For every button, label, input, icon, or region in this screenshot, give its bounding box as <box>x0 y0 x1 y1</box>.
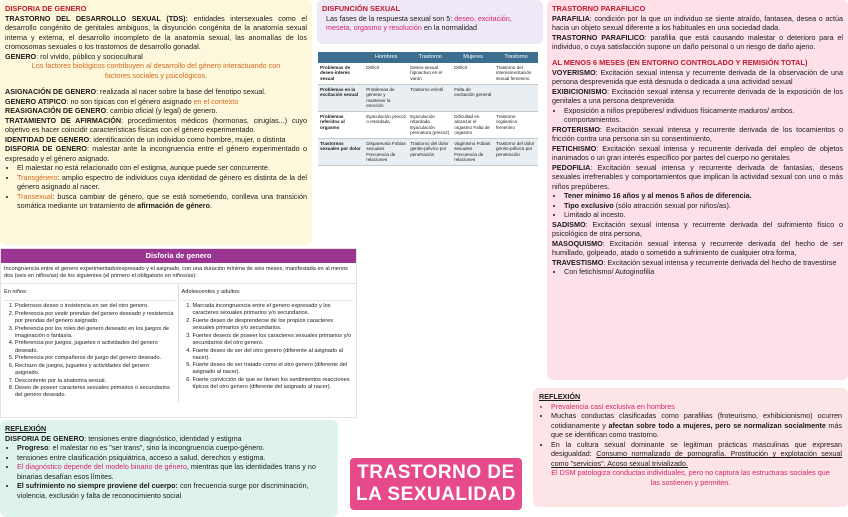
table-cell: Falta de excitación general <box>452 84 494 111</box>
main-title-box <box>350 458 522 510</box>
criteria-columns <box>1 284 356 402</box>
disforia-term: DISFORIA DE GENERO <box>5 144 87 154</box>
cultura-text: En la cultura sexual dominante se legitiman prácticas masculinas que expresan desigualdad: <box>551 439 842 458</box>
trastorno-definition <box>552 33 843 52</box>
seis-meses-heading: AL MENOS 6 MESES (EN ENTORNO CONTROLADO Y REMISIÓN TOTAL) <box>552 57 808 67</box>
table-header-cell: Trastorno <box>494 52 538 63</box>
list-item: • Prevalencia casi exclusiva en hombres <box>551 402 842 412</box>
voyerismo-text: : Excitación sexual intensa y recurrente derivada de la observación de una persona desprevenida que está desnuda o dedicada a una actividad sexual <box>552 67 843 87</box>
sad-term: SADISMO <box>552 219 586 229</box>
asignacion-text: : realizada al nacer sobre la base del fenotipo sexual. <box>96 87 266 97</box>
transexual-term: Transexual <box>17 191 53 201</box>
fases-list: deseo, excitación, meseta, orgasmo y resolución <box>326 13 512 33</box>
pedo-term: PEDOFILIA <box>552 162 591 172</box>
parafilia-text: : condición por la que un individuo se siente atraído, fantasea, desea o actúa hacia un objeto sexual diferente a los habituales en una sociedad dada. <box>552 13 843 33</box>
list-item: 7. Descontento por la anatomía sexual. <box>15 378 175 385</box>
table-cell: Trastorno eréctil <box>408 84 452 111</box>
reflexion-card-1 <box>0 420 338 517</box>
table-cell: Deseo sexual hipoactivo en el varón <box>408 63 452 85</box>
list-item: 2. Fuerte deseo de desprenderse de los propios caracteres sexuales primarios y/o secundarios. <box>193 318 354 332</box>
list-item: • tensiones entre clasificación psiquiátrica, acceso a salud, derechos y estigma. <box>17 453 333 463</box>
period: . <box>209 201 212 211</box>
dsm-closing: El DSM patologiza conductas individuales, pero no captura las estructuras sociales que las sostienen y permiten. <box>551 468 830 487</box>
disforia-text: : malestar ante la incongruencia entre el género experimentado o expresado y el género asignado. <box>5 144 307 163</box>
factores-note: Los factores biológicos contribuyen al desarrollo del género interactuando con factores sociales y psicológicos. <box>31 61 281 80</box>
pedo-bullets <box>552 191 843 220</box>
disforia-criteria-box <box>0 248 357 418</box>
disfuncion-card <box>317 0 543 44</box>
list-item <box>564 201 843 211</box>
frot-definition <box>552 125 843 144</box>
trastorno-text: : parafilia que está causando malestar o deterioro para el individuo, o cuya satisfacción supone un daño personal o un riesgo de daño ajeno. <box>552 32 843 52</box>
children-header: En niños: <box>4 286 175 301</box>
table-cell: Trastorno del dolor genito-pélvico por penetración <box>494 138 538 165</box>
identidad-text: : identificación de un individuo como hombre, mujer, o distinta <box>89 134 286 144</box>
disforia-bullets <box>5 163 307 211</box>
list-item: 1. Marcada incongruencia entre el genero expresado y los caracteres sexuales primarios y/o secundarios. <box>193 303 354 317</box>
list-item: • Con fetichismo/ Autoginofilia <box>564 267 843 277</box>
disfuncion-text <box>322 14 538 33</box>
atipico-context: en el contexto <box>193 96 239 106</box>
list-item <box>17 462 333 481</box>
table-cell: Eyaculación retardada Eyaculación prematura (precoz) <box>408 111 452 138</box>
adults-header: Adolescentes y adultos: <box>182 286 354 301</box>
reflexion-title: REFLEXIÓN <box>5 424 47 433</box>
sufrimiento-text: con frecuencia surge por discriminación, violencia, exclusión y falta de reconocimiento social <box>17 481 309 500</box>
tipo-exclusivo-text: (sólo atracción sexual por niños/as). <box>613 200 731 210</box>
main-title-line1: TRASTORNO DE <box>357 462 515 483</box>
transgenero-text: : amplio espectro de individuos cuya identidad de género es distinta de la del género asignado al nacer. <box>17 172 307 192</box>
table-header-cell <box>318 52 364 63</box>
list-item: 2. Preferencia por vestir prendas del genero deseado y resistencia por prendas del genero asignado. <box>15 311 175 325</box>
table-cell: Problemas en la excitación sexual <box>318 84 364 111</box>
progreso-text: : el malestar no es "ser trans", sino la incongruencia cuerpo-género. <box>48 443 265 452</box>
list-item <box>551 411 842 440</box>
asignacion-definition <box>5 87 307 97</box>
cotidiano-bold: afectan sobre todo a mujeres, pero se normalizan socialmente <box>608 420 826 430</box>
tds-term: TRASTORNO DEL DESARROLLO SEXUAL (TDS): <box>5 13 188 23</box>
cultura-underlined: Consumo normalizado de pornografía. Prostitución y explotación sexual como "servicios". Acoso sexual trivializado. <box>551 449 843 468</box>
table-cell: Déficit <box>364 63 408 85</box>
tratamiento-text: : procedimientos médicos (hormonas, cirugías...) cuyo objetivo es hacer coincidir características físicas con el género experimentado. <box>5 115 307 135</box>
parafilia-title: TRASTORNO PARAFILICO <box>552 4 646 13</box>
asignacion-term: ASIGNACIÓN DE GENERO <box>5 87 97 97</box>
table-cell: Trastorno del interés/excitación sexual femenino <box>494 63 538 85</box>
trav-definition <box>552 258 843 268</box>
voyerismo-definition <box>552 68 843 87</box>
reflexion-term: DISFORIA DE GENERO <box>5 433 85 443</box>
fases-intro: Las fases de la respuesta sexual son 5: <box>326 13 455 23</box>
dsm-table <box>318 52 538 180</box>
parafilia-definition <box>552 14 843 33</box>
tds-text: entidades intersexuales como el desarrollo congénito de genitales ambiguos, la disyunción congénita de la anatomía sexual interna y externa, el desarrollo incompleto de la anatomía sexual, las anomalías de los cromosomas sexuales o los trastornos de desarrollo gonadal. <box>5 13 307 52</box>
reflexion-bullets <box>5 443 333 500</box>
children-column <box>1 284 179 402</box>
list-item <box>17 443 333 453</box>
list-item: • El malestar no está relacionado con el estigma, aunque puede ser concurrente. <box>17 163 307 173</box>
exhib-term: EXIBICIONISMO <box>552 86 608 96</box>
pedo-text: : Excitación sexual intensa y recurrente derivada de fantasías, deseos sexuales irrefrenables y comportamientos que implican la actividad sexual con uno o más niños prepúberes. <box>552 162 843 191</box>
fet-text: : Excitación sexual intensa y recurrente derivada del empleo de objetos inanimados o un gran interés específico por partes del cuerpo no genitales <box>552 143 843 163</box>
frot-text: : Excitación sexual intensa y recurrente derivada de los tocamientos o fricción contra una persona sin su consentimiento, <box>552 124 843 144</box>
table-cell: Problemas de deseo-interés sexual <box>318 63 364 85</box>
table-header-cell: Trastorno <box>408 52 452 63</box>
table-cell: Trastornos sexuales por dolor <box>318 138 364 165</box>
list-item <box>17 173 307 192</box>
table-row <box>318 63 538 85</box>
sad-definition <box>552 220 843 239</box>
adults-list <box>182 303 354 391</box>
trav-text: : Excitación sexual intensa y recurrente derivada del hecho de travestirse <box>603 257 837 267</box>
exhib-bullets <box>552 106 843 125</box>
identidad-term: IDENTIDAD DE GENERO <box>5 134 90 144</box>
list-item: 3. Fuertes deseos de poseer los caracteres sexuales primarios y/o secundarios del otro genero. <box>193 333 354 347</box>
binario-text: El diagnóstico depende del modelo binario de género <box>17 462 187 471</box>
exhib-text: : Excitación sexual intensa y recurrente derivada de la exposición de los genitales a una persona desprevenida <box>552 86 843 106</box>
list-item: 5. Preferencia por compañeros de juego del genero deseado. <box>15 355 175 362</box>
list-item: 4. Preferencia por juegos, juguetes o actividades del genero deseado. <box>15 340 175 354</box>
list-item <box>551 440 842 469</box>
parafilia-term: PARAFILIA <box>552 13 590 23</box>
list-item <box>17 481 333 500</box>
transexual-text: : busca cambiar de género, que se está sometiendo, conlleva una transición somática mediante un tratamiento de <box>17 191 307 211</box>
table-cell: Déficit <box>452 63 494 85</box>
criteria-intro: Incongruencia entre el genero experimentado/expresado y el asignado, con una duración mínima de seis meses, manifestada en al menos dos (seis en niños/as) de los siguientes (el primero el obligatorio en niños/as): <box>1 263 356 284</box>
disfuncion-title: DISFUNCIÓN SEXUAL <box>322 4 401 13</box>
table-row <box>318 84 538 111</box>
reflexion-intro <box>5 434 333 444</box>
maso-term: MASOQUISMO <box>552 238 603 248</box>
fet-definition <box>552 144 843 163</box>
disforia-card <box>0 0 312 245</box>
maso-text: : Excitación sexual intensa y recurrente derivada del hecho de ser humillado, golpeado, atado o sometido a sufrimiento de cualquier otra forma, <box>552 238 843 258</box>
adults-column <box>179 284 357 402</box>
list-item <box>17 192 307 211</box>
identidad-definition <box>5 135 307 145</box>
reflexion2-bullets <box>539 402 842 469</box>
list-item: 5. Fuerte deseo de ser tratado como el otro genero (diferente del asignado al nacer). <box>193 362 354 376</box>
table-cell: Vaginismo Fobias sexuales Frecuencia de relaciones <box>452 138 494 165</box>
main-title-line2: LA SEXUALIDAD <box>356 484 516 505</box>
genero-term: GENERO <box>5 51 37 61</box>
parafilia-card <box>547 0 848 380</box>
reasignacion-term: REASIGNACIÓN DE GENERO <box>5 106 107 116</box>
afirmacion-term: afirmación de género <box>137 201 210 211</box>
frot-term: FROTERISMO <box>552 124 600 134</box>
table-cell <box>494 84 538 111</box>
reasignacion-text: : cambio oficial (y legal) de genero. <box>106 106 218 116</box>
list-item: 6. Fuerte convicción de que se tienen los sentimientos reacciones típicos del otro genero (diferente del asignado al nacer). <box>193 377 354 391</box>
reasignacion-definition <box>5 106 307 116</box>
tratamiento-term: TRATAMIENTO DE AFIRMACIÓN <box>5 115 122 125</box>
table-cell: Dificultad en alcanzar el orgasmo Falta de orgasmo <box>452 111 494 138</box>
children-list <box>4 303 175 400</box>
table-cell: Problemas de generar y mantener la erección <box>364 84 408 111</box>
cotidiano-text: Muchas conductas clasificadas como parafilias (froteurismo, exhibicionismo) ocurren cotidianamente y <box>551 411 842 430</box>
genero-text: : rol vivido, público y sociocultural <box>36 51 143 61</box>
reflexion2-title: REFLEXIÓN <box>539 392 581 401</box>
maso-definition <box>552 239 843 258</box>
atipico-text: : no son típicas con el género asignado <box>66 96 194 106</box>
list-item: 4. Fuerte deseo de ser del otro genero (diferente al asignado al nacer). <box>193 348 354 362</box>
disforia-definition <box>5 144 307 163</box>
list-item: • Exposición a niños prepúberes/ individuos físicamente maduros/ ambos. comportamientos. <box>564 106 843 125</box>
list-item: 8. Deseo de poseer caracteres sexuales primarios o secundarios del genero deseado. <box>15 385 175 399</box>
tratamiento-definition <box>5 116 307 135</box>
reflexion-text: : tensiones entre diagnóstico, identidad y estigma <box>84 433 242 443</box>
trastorno-term: TRASTORNO PARAFILICO <box>552 32 645 42</box>
exhib-definition <box>552 87 843 106</box>
table-row <box>318 111 538 138</box>
sufrimiento-term: El sufrimiento no siempre proviene del cuerpo: <box>17 481 178 490</box>
pedo-definition <box>552 163 843 192</box>
cotidiano-end: más que se identifican como trastorno. <box>551 420 842 439</box>
trav-bullets <box>552 267 843 277</box>
table-cell: Eyaculación precoz o retardada <box>364 111 408 138</box>
table-header-row <box>318 52 538 63</box>
list-item: • Tener mínimo 16 años y al menos 5 años de diferencia. <box>564 191 843 201</box>
table-header-cell: Mujeres <box>452 52 494 63</box>
sad-text: : Excitación sexual intensa y recurrente derivada del sufrimiento físico o psicológico de otra persona, <box>552 219 843 239</box>
table-body <box>318 63 538 166</box>
atipico-term: GENERO ATIPICO <box>5 96 67 106</box>
binario-rest: , mientras que las identidades trans y no binarias desafían esos límites. <box>17 462 316 481</box>
atipico-definition <box>5 97 307 107</box>
table-row <box>318 138 538 165</box>
list-item: • Limitado al incesto. <box>564 210 843 220</box>
fases-end: en la normalidad <box>421 23 478 33</box>
disforia-title: DISFORIA DE GENERO <box>5 4 87 13</box>
fet-term: FETICHISMO <box>552 143 597 153</box>
progreso-term: Progreso <box>17 443 49 452</box>
genero-definition <box>5 52 307 62</box>
table-cell: Trastorno orgásmico femenino <box>494 111 538 138</box>
list-item: 3. Preferencia por los roles del genero deseado en los juegos de imaginación o fantasía. <box>15 326 175 340</box>
tipo-exclusivo-term: Tipo exclusivo <box>564 200 614 210</box>
table-cell: Trastorno del dolor genito-pélvico por penetración <box>408 138 452 165</box>
list-item: 1. Poderosos deseo o insistencia en ser del otro genero. <box>15 303 175 310</box>
table-header-cell: Hombres <box>364 52 408 63</box>
table-cell: Problemas referidos al orgasmo <box>318 111 364 138</box>
voyerismo-term: VOYERISMO <box>552 67 596 77</box>
reflexion-card-2 <box>533 388 848 507</box>
criteria-title: Disforia de genero <box>1 249 356 263</box>
list-item: 6. Rechazo de juegos, juguetes y actividades del genero asignado. <box>15 363 175 377</box>
table-cell: Dispareunia Fobias sexuales Frecuencia de relaciones <box>364 138 408 165</box>
transgenero-term: Transgénero <box>17 172 58 182</box>
tds-definition <box>5 14 307 52</box>
trav-term: TRAVESTISMO <box>552 257 604 267</box>
